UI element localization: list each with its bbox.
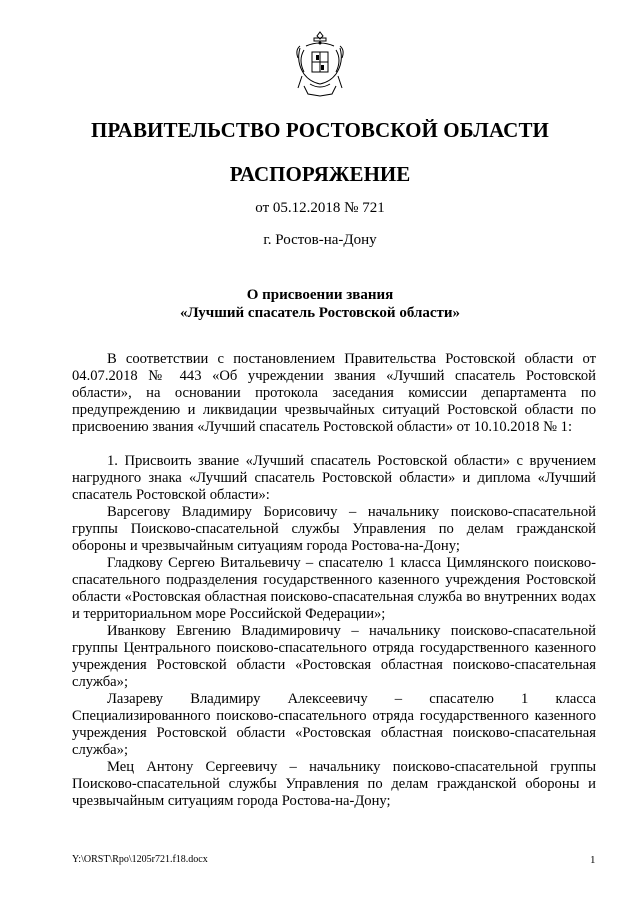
government-title: ПРАВИТЕЛЬСТВО РОСТОВСКОЙ ОБЛАСТИ	[91, 118, 549, 142]
item-1-paragraph: 1. Присвоить звание «Лучший спасатель Ростовской области» с вручением нагрудного знака «Лучший спасатель Ростовской области» и диплома «Лучший спасатель Ростовской области»:	[72, 453, 596, 503]
date-number: от 05.12.2018 № 721	[255, 200, 385, 216]
coat-of-arms-emblem	[292, 28, 348, 100]
document-body	[72, 351, 596, 810]
awardee-paragraph: Варсегову Владимиру Борисовичу – начальнику поисково-спасательной группы Поисково-спасательной службы Управления по делам гражданской обороны и чрезвычайным ситуациям города Ростова-на-Дону;	[72, 504, 596, 554]
page-number: 1	[590, 854, 596, 866]
awardee-paragraph: Лазареву Владимиру Алексеевичу – спасателю 1 класса Специализированного поисково-спасательного отряда государственного казенного учреждения Ростовской области «Ростовская областная поисково-спасательная служба»;	[72, 691, 596, 758]
subject-line-1: О присвоении звания	[246, 287, 394, 303]
document-type: РАСПОРЯЖЕНИЕ	[229, 162, 411, 186]
awardee-paragraph: Гладкову Сергею Витальевичу – спасателю 1 класса Цимлянского поисково-спасательного подразделения государственного казенного учреждения Ростовской области «Ростовская областная поисково-спасательная служба во внутренних водах и территориальном море Российской Федерации»;	[72, 555, 596, 622]
awardee-paragraph: Мец Антону Сергеевичу – начальнику поисково-спасательной группы Поисково-спасательной службы Управления по делам гражданской обороны и чрезвычайным ситуациям города Ростова-на-Дону;	[72, 759, 596, 809]
subject-line-2: «Лучший спасатель Ростовской области»	[179, 305, 461, 321]
footer-file-path: Y:\ORST\Rpo\1205r721.f18.docx	[72, 854, 208, 865]
city: г. Ростов-на-Дону	[263, 232, 377, 248]
awardee-paragraph: Иванкову Евгению Владимировичу – начальнику поисково-спасательной группы Центрального поисково-спасательного отряда государственного казенного учреждения Ростовской области «Ростовская областная поисково-спасательная служба»;	[72, 623, 596, 690]
preamble-paragraph: В соответствии с постановлением Правительства Ростовской области от 04.07.2018 № 443 «Об учреждении звания «Лучший спасатель Ростовской области», на основании протокола заседания комиссии департамента по предупреждению и ликвидации чрезвычайных ситуаций Ростовской области по присвоению звания «Лучший спасатель Ростовской области» от 10.10.2018 № 1:	[72, 351, 596, 435]
